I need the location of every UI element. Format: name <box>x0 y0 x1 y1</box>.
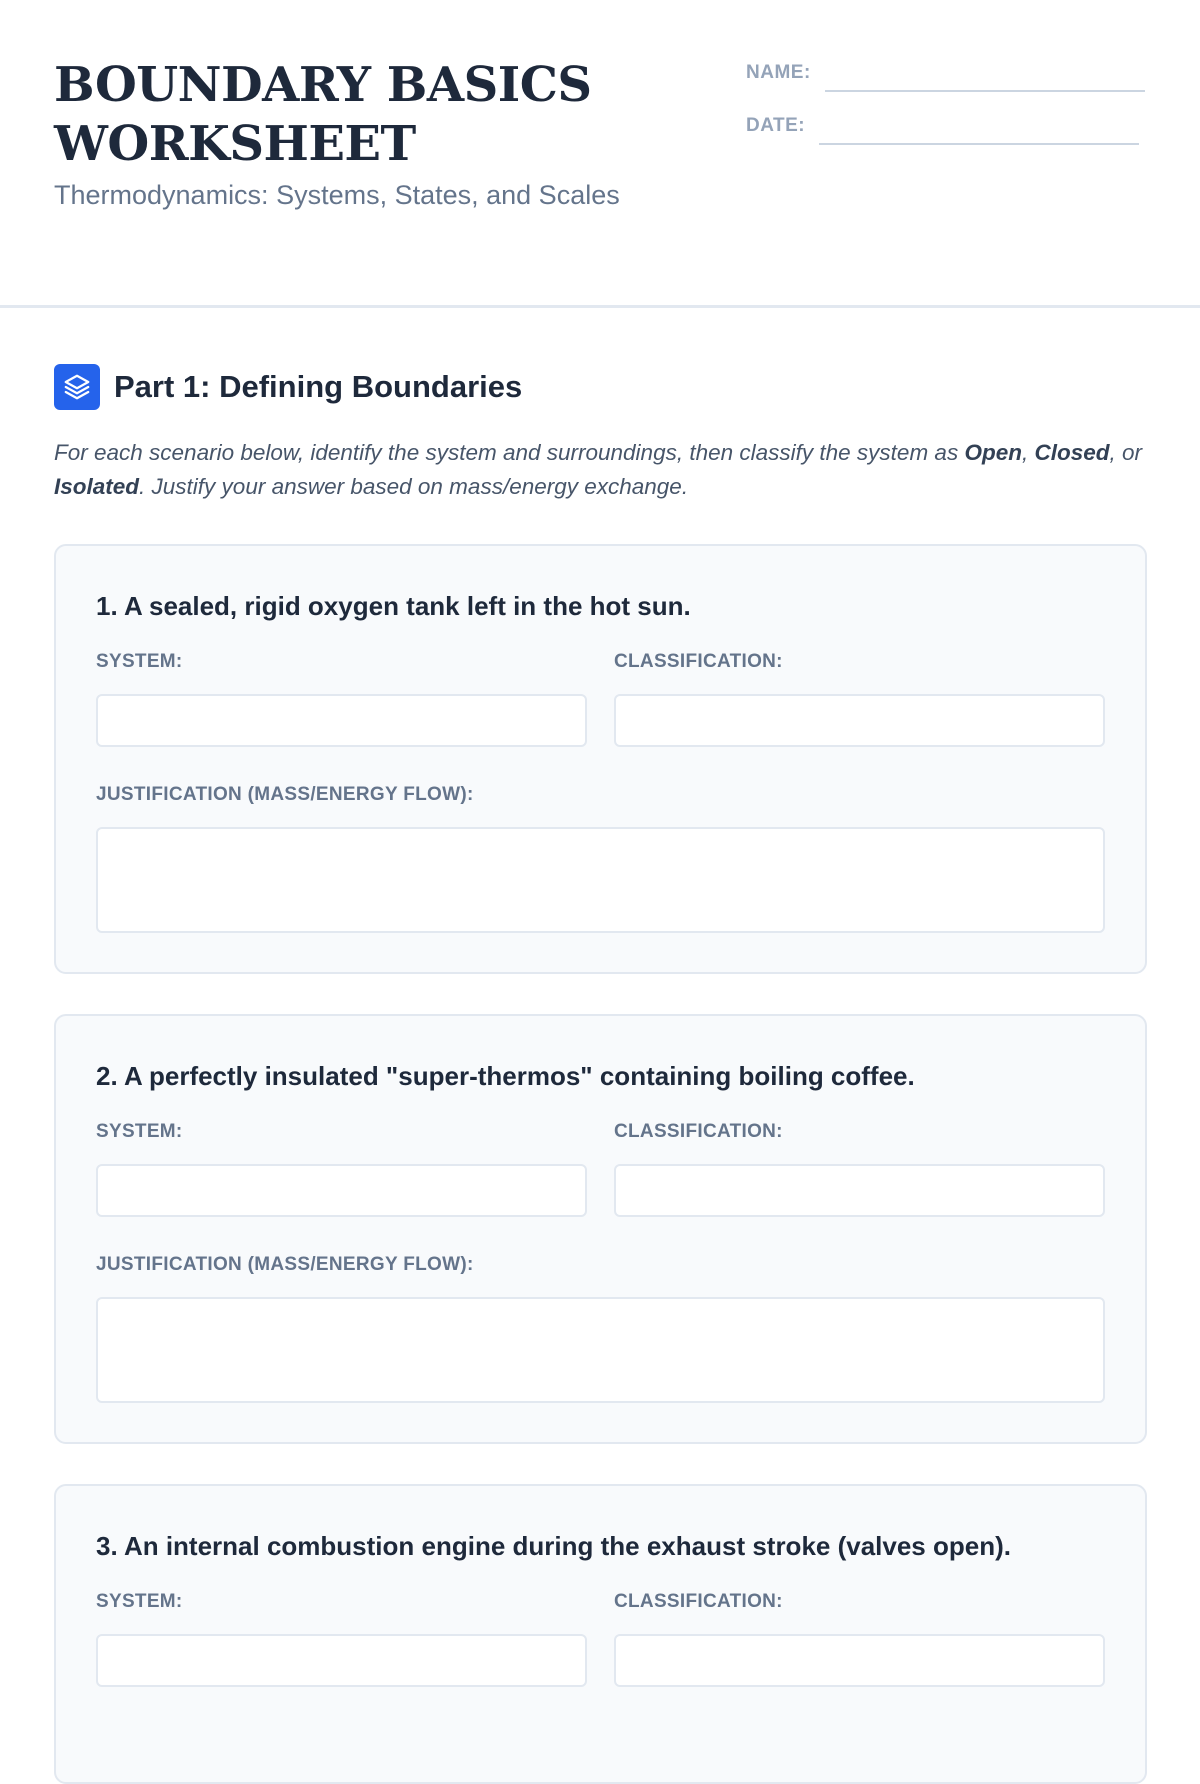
question-card-3 <box>54 1484 1147 1784</box>
classification-input[interactable] <box>614 1164 1105 1217</box>
justification-input[interactable] <box>96 1297 1105 1403</box>
classification-label: CLASSIFICATION: <box>614 1591 783 1612</box>
classification-input[interactable] <box>614 694 1105 747</box>
name-field-row <box>746 60 1145 86</box>
section-title: Part 1: Defining Boundaries <box>114 369 523 404</box>
title-line-1: BOUNDARY BASICS <box>54 57 592 113</box>
page-title <box>54 56 694 174</box>
instructions-text <box>54 436 1154 504</box>
section-heading <box>54 364 522 410</box>
system-input[interactable] <box>96 1634 587 1687</box>
layers-icon <box>54 364 100 410</box>
system-label: SYSTEM: <box>96 1121 183 1142</box>
system-input[interactable] <box>96 694 587 747</box>
system-label: SYSTEM: <box>96 651 183 672</box>
name-field[interactable] <box>825 90 1145 92</box>
question-card-1 <box>54 544 1147 974</box>
title-line-2: WORKSHEET <box>54 116 416 172</box>
name-label: NAME: <box>746 62 811 83</box>
instructions-part: , or <box>1109 440 1143 465</box>
keyword-open: Open <box>964 440 1022 465</box>
date-label: DATE: <box>746 115 806 136</box>
question-card-2 <box>54 1014 1147 1444</box>
justification-input[interactable] <box>96 827 1105 933</box>
question-text: 3. An internal combustion engine during the exhaust stroke (valves open). <box>96 1531 1011 1561</box>
question-text: 1. A sealed, rigid oxygen tank left in the hot sun. <box>96 591 691 621</box>
justification-label: JUSTIFICATION (MASS/ENERGY FLOW): <box>96 1254 474 1275</box>
instructions-part: , <box>1021 440 1035 465</box>
worksheet-header <box>0 0 1200 308</box>
justification-label: JUSTIFICATION (MASS/ENERGY FLOW): <box>96 784 474 805</box>
classification-label: CLASSIFICATION: <box>614 1121 783 1142</box>
instructions-part: For each scenario below, identify the system and surroundings, then classify the system as <box>54 440 965 465</box>
classification-input[interactable] <box>614 1634 1105 1687</box>
date-field[interactable] <box>819 143 1139 145</box>
classification-label: CLASSIFICATION: <box>614 651 783 672</box>
page-subtitle: Thermodynamics: Systems, States, and Scales <box>54 180 620 210</box>
instructions-part: . Justify your answer based on mass/energy exchange. <box>139 474 689 499</box>
keyword-isolated: Isolated <box>54 474 140 499</box>
question-text: 2. A perfectly insulated "super-thermos" containing boiling coffee. <box>96 1061 915 1091</box>
date-field-row <box>746 113 1139 139</box>
system-label: SYSTEM: <box>96 1591 183 1612</box>
keyword-closed: Closed <box>1034 440 1110 465</box>
system-input[interactable] <box>96 1164 587 1217</box>
